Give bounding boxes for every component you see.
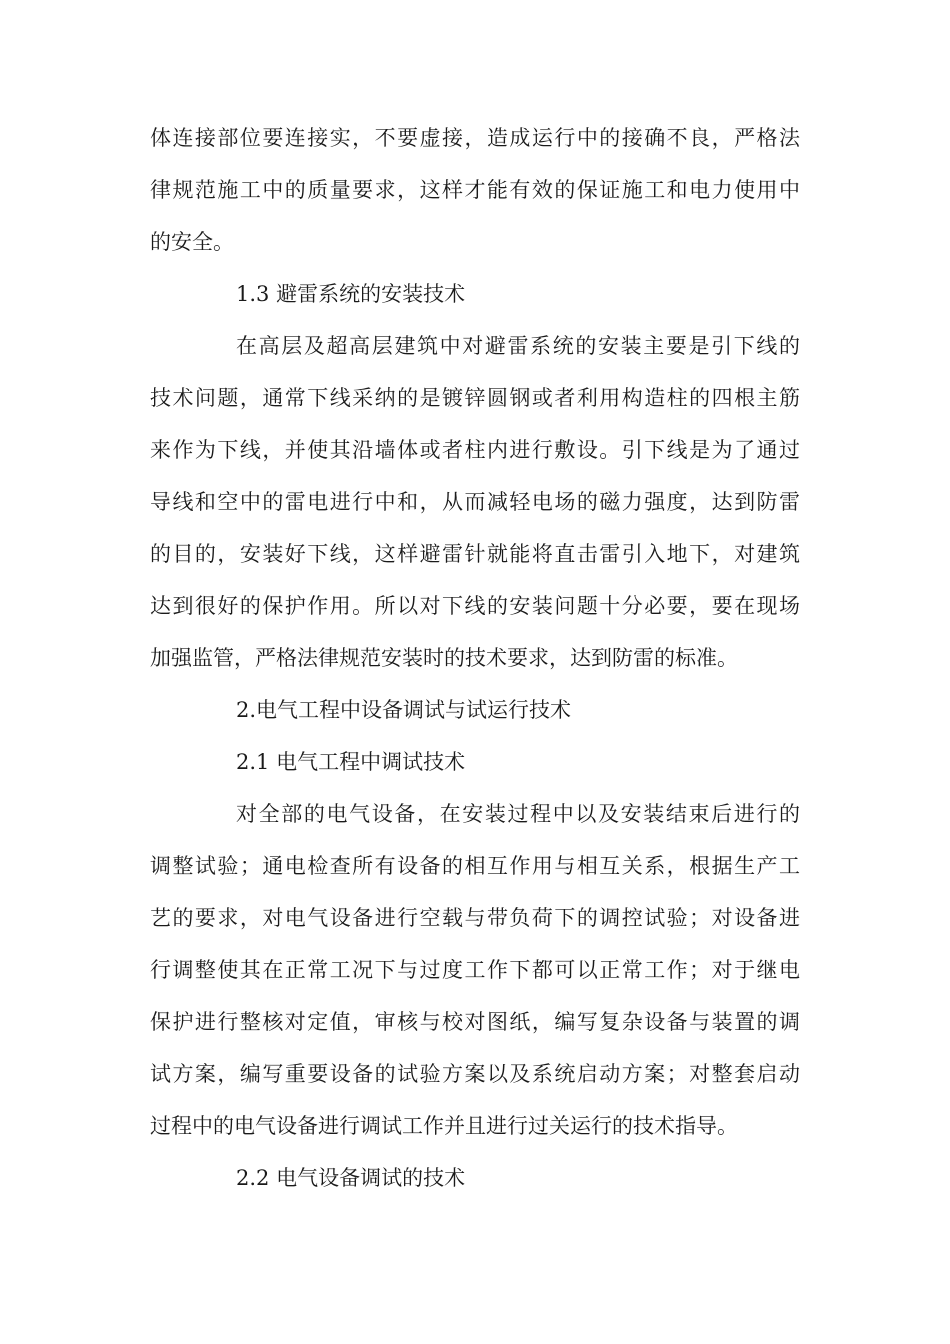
paragraph-line: 调整试验；通电检查所有设备的相互作用与相互关系，根据生产工 (150, 854, 800, 878)
paragraph-line: 艺的要求，对电气设备进行空载与带负荷下的调控试验；对设备进 (150, 906, 800, 930)
section-heading-2: 2.电气工程中设备调试与试运行技术 (236, 698, 572, 722)
paragraph-line: 来作为下线，并使其沿墙体或者柱内进行敷设。引下线是为了通过 (150, 438, 800, 462)
section-heading-2-2: 2.2 电气设备调试的技术 (236, 1166, 466, 1190)
paragraph-line: 保护进行整核对定值，审核与校对图纸，编写复杂设备与装置的调 (150, 1010, 800, 1034)
paragraph-line: 加强监管，严格法律规范安装时的技术要求，达到防雷的标准。 (150, 646, 738, 670)
paragraph-line: 律规范施工中的质量要求，这样才能有效的保证施工和电力使用中 (150, 178, 800, 202)
paragraph-line: 体连接部位要连接实，不要虚接，造成运行中的接确不良，严格法 (150, 126, 800, 150)
document-body (150, 112, 800, 1204)
paragraph-line: 试方案，编写重要设备的试验方案以及系统启动方案；对整套启动 (150, 1062, 800, 1086)
paragraph-line: 的目的，安装好下线，这样避雷针就能将直击雷引入地下，对建筑 (150, 542, 800, 566)
paragraph-line: 导线和空中的雷电进行中和，从而减轻电场的磁力强度，达到防雷 (150, 490, 800, 514)
paragraph-line: 行调整使其在正常工况下与过度工作下都可以正常工作；对于继电 (150, 958, 800, 982)
paragraph-line: 在高层及超高层建筑中对避雷系统的安装主要是引下线的 (236, 334, 800, 358)
paragraph-line: 达到很好的保护作用。所以对下线的安装问题十分必要，要在现场 (150, 594, 800, 618)
paragraph-line: 对全部的电气设备，在安装过程中以及安装结束后进行的 (236, 802, 800, 826)
paragraph-line: 技术问题，通常下线采纳的是镀锌圆钢或者利用构造柱的四根主筋 (150, 386, 800, 410)
paragraph-line: 的安全。 (150, 230, 234, 254)
section-heading-2-1: 2.1 电气工程中调试技术 (236, 750, 466, 774)
section-heading-1-3: 1.3 避雷系统的安装技术 (236, 282, 466, 306)
paragraph-line: 过程中的电气设备进行调试工作并且进行过关运行的技术指导。 (150, 1114, 738, 1138)
